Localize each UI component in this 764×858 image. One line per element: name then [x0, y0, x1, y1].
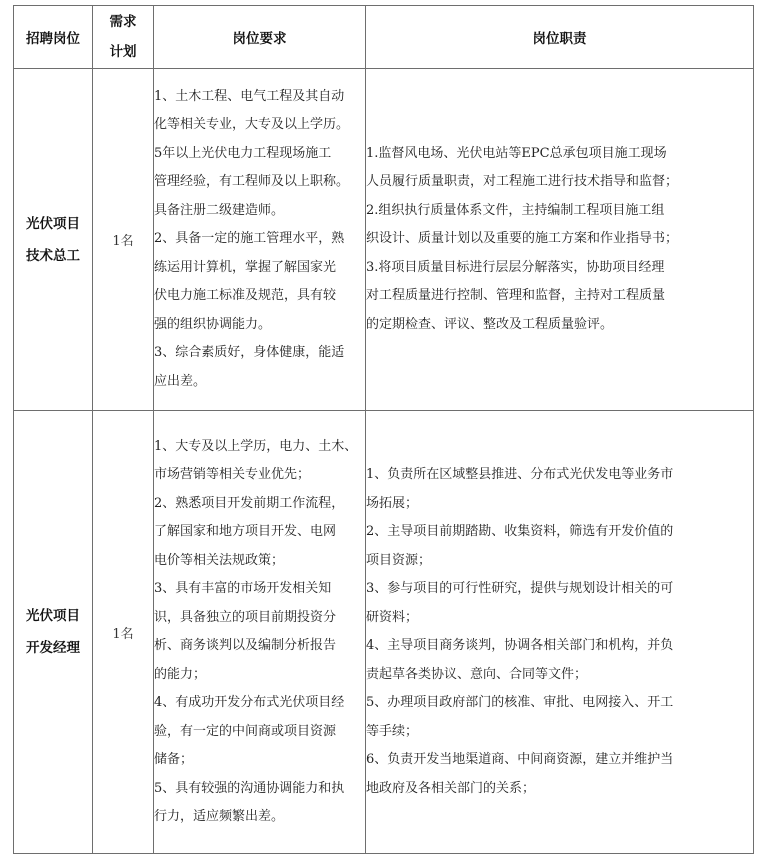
requirement-line: 5年以上光伏电力工程现场施工	[154, 145, 332, 161]
requirement-line: 识，具备独立的项目前期投资分	[154, 609, 337, 625]
duty-line: 2.组织执行质量体系文件，主持编制工程项目施工组	[366, 202, 665, 218]
requirement-line: 验，有一定的中间商或项目资源	[154, 723, 337, 739]
duty-line: 项目资源；	[366, 552, 432, 568]
duty-line: 场拓展；	[366, 495, 419, 511]
requirement-line: 市场营销等相关专业优先；	[154, 467, 311, 482]
header-row	[14, 6, 754, 69]
duty-line: 6、负责开发当地渠道商、中间商资源，建立并维护当	[366, 752, 674, 767]
position-line: 光伏项目	[26, 215, 80, 232]
duty-line: 研资料；	[366, 609, 419, 625]
duty-line: 地政府及各相关部门的关系；	[366, 780, 536, 796]
position-line: 光伏项目	[26, 608, 80, 624]
requirement-line: 化等相关专业，大专及以上学历。	[154, 117, 350, 133]
duty-line: 3、参与项目的可行性研究，提供与规划设计相关的可	[366, 581, 674, 596]
requirement-line: 强的组织协调能力。	[154, 316, 272, 332]
duty-line: 5、办理项目政府部门的核准、审批、电网接入、开工	[366, 695, 674, 710]
requirements-cell	[154, 69, 366, 411]
requirement-line: 了解国家和地方项目开发、电网	[154, 524, 337, 539]
header-position: 招聘岗位	[14, 6, 93, 69]
requirement-line: 3、具有丰富的市场开发相关知	[154, 581, 332, 596]
position-line: 开发经理	[26, 640, 80, 656]
requirement-line: 析、商务谈判以及编制分析报告	[154, 638, 337, 653]
position-cell	[14, 69, 93, 411]
duty-line: 织设计、质量计划以及重要的施工方案和作业指导书；	[366, 231, 679, 247]
requirement-line: 的能力；	[154, 666, 207, 682]
requirement-line: 电价等相关法规政策；	[154, 552, 285, 568]
duty-line: 等手续；	[366, 723, 419, 739]
requirement-line: 具备注册二级建造师。	[154, 202, 285, 218]
header-count	[93, 6, 154, 69]
duty-line: 对工程质量进行控制、管理和监督，主持对工程质量	[366, 288, 666, 304]
duties-cell	[366, 69, 754, 411]
table-row	[14, 69, 754, 411]
requirement-line: 5、具有较强的沟通协调能力和执	[154, 780, 345, 796]
header-requirements: 岗位要求	[154, 6, 366, 69]
requirement-line: 3、综合素质好，身体健康，能适	[154, 345, 345, 361]
duty-line: 2、主导项目前期踏勘、收集资料，筛选有开发价值的	[366, 524, 674, 539]
requirement-line: 行力，适应频繁出差。	[154, 809, 285, 824]
requirement-line: 1、土木工程、电气工程及其自动	[154, 88, 345, 104]
duty-line: 1.监督风电场、光伏电站等EPC总承包项目施工现场	[366, 145, 667, 161]
requirement-line: 应出差。	[154, 373, 207, 389]
recruitment-table	[13, 5, 754, 854]
duty-line: 责起草各类协议、意向、合同等文件；	[366, 666, 588, 682]
requirement-line: 伏电力施工标准及规范，具有较	[154, 288, 337, 304]
requirements-cell	[154, 411, 366, 854]
duty-line: 人员履行质量职责，对工程施工进行技术指导和监督；	[366, 174, 679, 190]
requirement-line: 4、有成功开发分布式光伏项目经	[154, 695, 345, 710]
requirement-line: 2、具备一定的施工管理水平，熟	[154, 231, 345, 247]
position-cell	[14, 411, 93, 854]
duty-line: 1、负责所在区域整县推进、分布式光伏发电等业务市	[366, 467, 674, 482]
requirement-line: 2、熟悉项目开发前期工作流程，	[154, 495, 345, 511]
duty-line: 4、主导项目商务谈判，协调各相关部门和机构，并负	[366, 638, 674, 653]
requirement-line: 管理经验，有工程师及以上职称。	[154, 174, 350, 190]
requirement-line: 练运用计算机，掌握了解国家光	[154, 259, 337, 275]
requirement-line: 储备；	[154, 752, 194, 767]
duty-line: 的定期检查、评议、整改及工程质量验评。	[366, 316, 614, 332]
header-duties: 岗位职责	[366, 6, 754, 69]
position-line: 技术总工	[26, 247, 80, 264]
duty-line: 3.将项目质量目标进行层层分解落实，协助项目经理	[366, 259, 665, 275]
requirement-line: 1、大专及以上学历，电力、土木、	[154, 438, 358, 454]
header-count-line1: 需求	[109, 14, 137, 30]
header-count-line2: 计划	[109, 44, 137, 60]
count-cell: 1名	[93, 69, 154, 411]
table-row	[14, 411, 754, 854]
duties-cell	[366, 411, 754, 854]
count-cell: 1名	[93, 411, 154, 854]
